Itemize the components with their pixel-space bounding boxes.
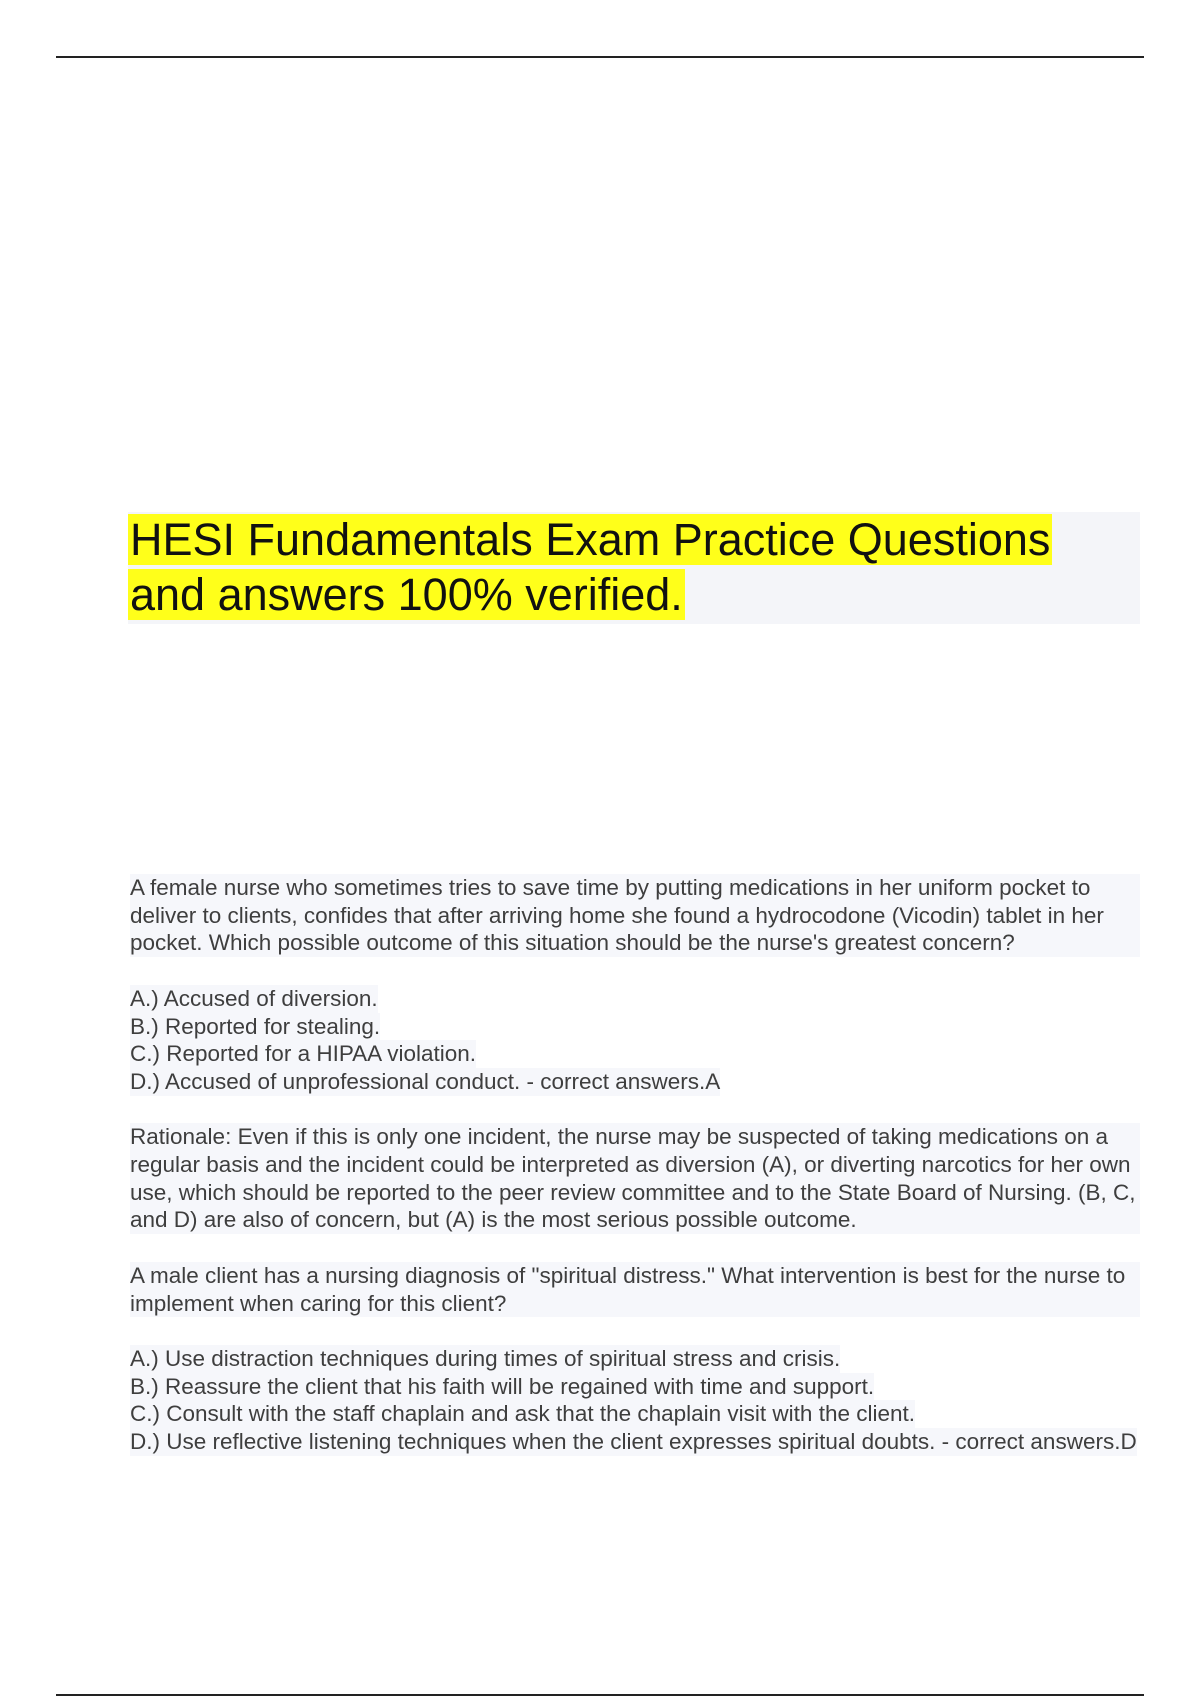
title-line-1: HESI Fundamentals Exam Practice Questions (130, 514, 1051, 565)
document-body (130, 874, 1140, 1483)
question-1-rationale: Rationale: Even if this is only one incident, the nurse may be suspected of taking medications on a regular basis and the incident could be interpreted as diversion (A), or diverting narcotics for her own use, which should be reported to the peer review committee and to the State Board of Nursing. (B, C, and D) are also of concern, but (A) is the most serious possible outcome. (130, 1123, 1140, 1234)
question-2-stem: A male client has a nursing diagnosis of "spiritual distress." What intervention is best for the nurse to implement when caring for this client? (130, 1262, 1140, 1317)
question-1-stem: A female nurse who sometimes tries to save time by putting medications in her uniform pocket to deliver to clients, confides that after arriving home she found a hydrocodone (Vicodin) tablet in her pocket. Which possible outcome of this situation should be the nurse's greatest concern? (130, 874, 1140, 957)
question-2-option-c: C.) Consult with the staff chaplain and ask that the chaplain visit with the client. (130, 1401, 916, 1427)
bottom-rule (56, 1694, 1144, 1696)
title-block (128, 512, 1140, 624)
question-1-option-b: B.) Reported for stealing. (130, 1013, 381, 1039)
question-1-option-c: C.) Reported for a HIPAA violation. (130, 1041, 476, 1067)
question-2-option-b: B.) Reassure the client that his faith will be regained with time and support. (130, 1373, 875, 1399)
question-1-options (130, 985, 1140, 1096)
question-1-option-a: A.) Accused of diversion. (130, 985, 378, 1011)
question-2-option-a: A.) Use distraction techniques during times of spiritual stress and crisis. (130, 1345, 841, 1371)
title-line-2: and answers 100% verified. (130, 569, 683, 620)
question-2-options (130, 1345, 1140, 1456)
question-2-option-d: D.) Use reflective listening techniques when the client expresses spiritual doubts. - correct answers.D (130, 1429, 1137, 1454)
document-title (128, 512, 1140, 622)
top-rule (56, 56, 1144, 58)
question-1-option-d: D.) Accused of unprofessional conduct. - correct answers.A (130, 1068, 721, 1094)
